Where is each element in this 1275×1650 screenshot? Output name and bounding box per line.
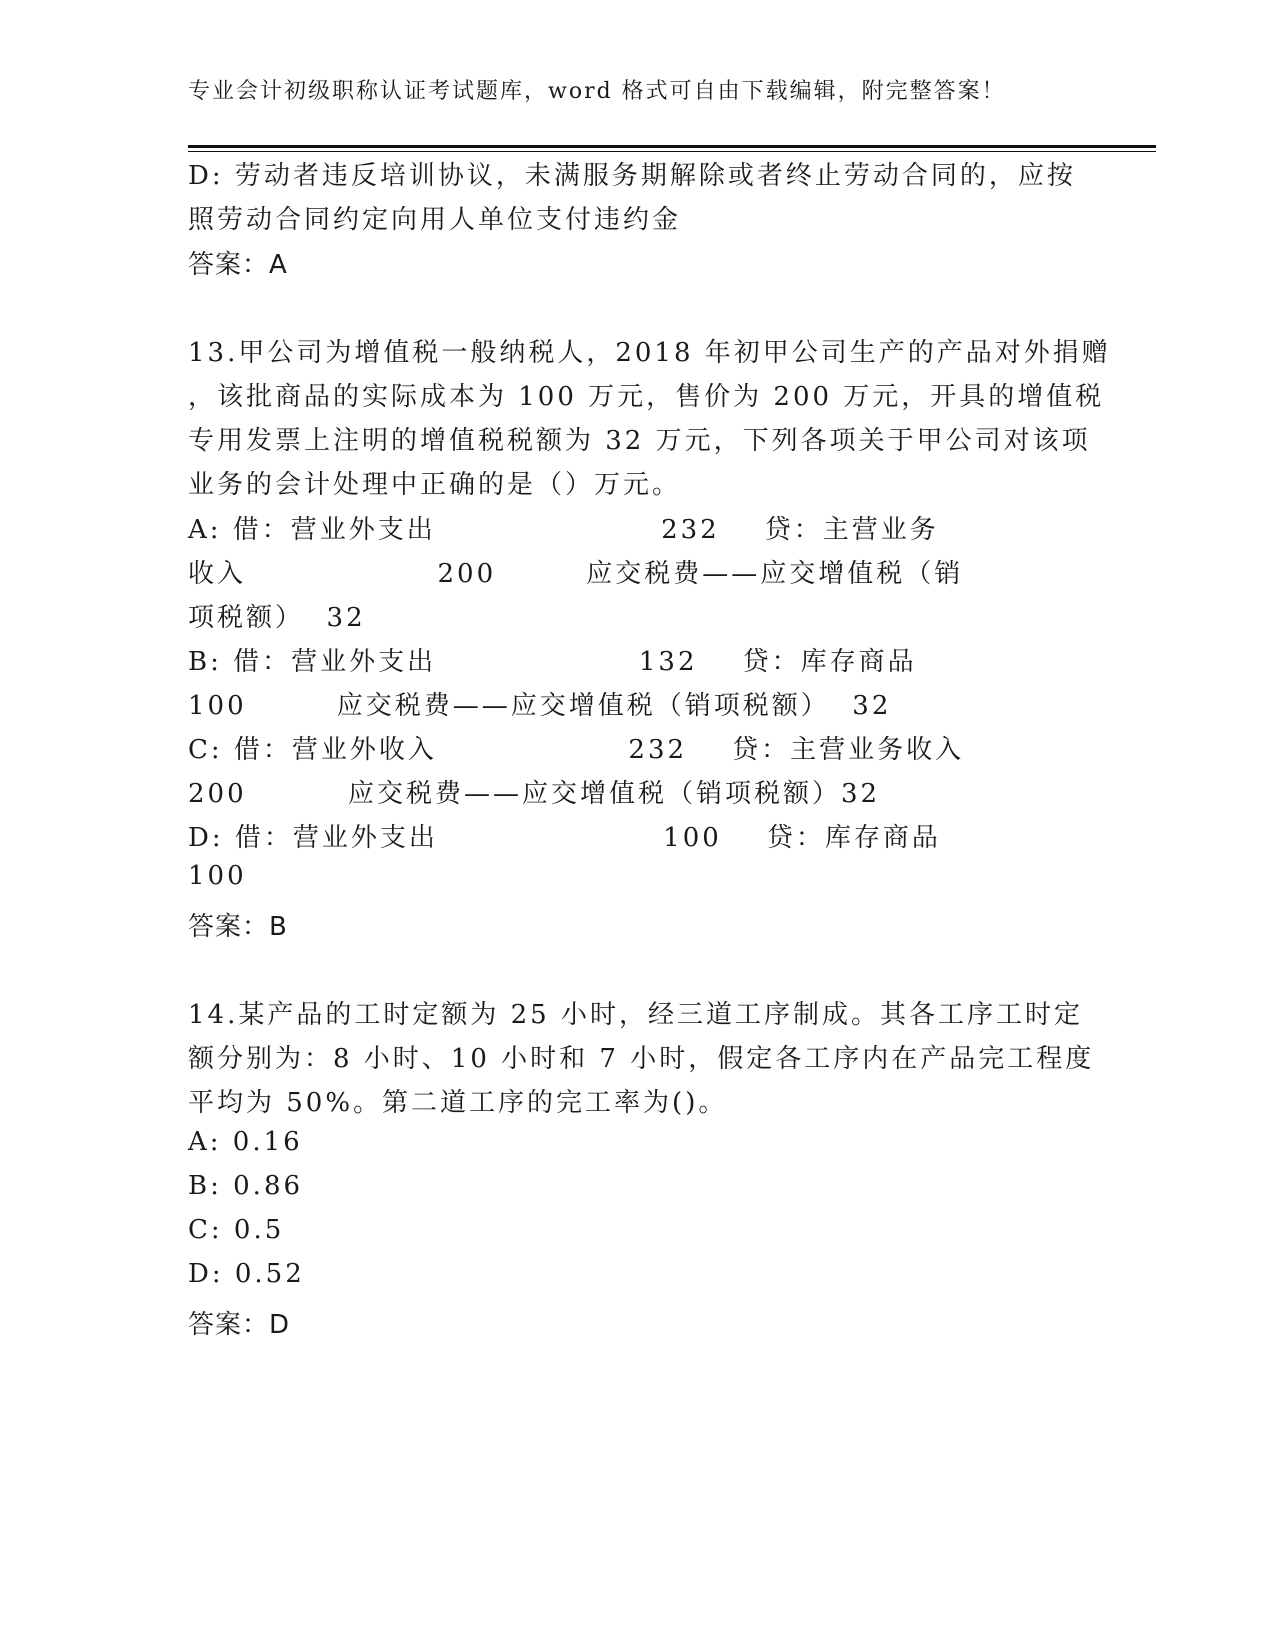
- q14-stem-line2: 额分别为：8 小时、10 小时和 7 小时，假定各工序内在产品完工程度: [188, 1044, 1095, 1074]
- q13-stem-line1: 13.甲公司为增值税一般纳税人，2018 年初甲公司生产的产品对外捐赠: [188, 338, 1111, 368]
- q13-option-d-line1: D: 借：营业外支出 100 贷：库存商品: [188, 823, 941, 853]
- q13-option-a-line2: 收入 200 应交税费——应交增值税（销: [188, 559, 964, 589]
- q13-option-d-line2: 100: [188, 861, 247, 891]
- q14-option-c: C: 0.5: [188, 1215, 285, 1245]
- q12-option-d-line1: D: 劳动者违反培训协议，未满服务期解除或者终止劳动合同的，应按: [188, 161, 1076, 191]
- q13-option-b-line1: B: 借：营业外支出 132 贷：库存商品: [188, 647, 917, 677]
- q14-stem-line3: 平均为 50%。第二道工序的完工率为()。: [188, 1088, 728, 1118]
- q13-option-a-line1: A: 借：营业外支出 232 贷：主营业务: [188, 515, 939, 545]
- q12-answer: 答案：A: [188, 250, 288, 280]
- q13-stem-line3: 专用发票上注明的增值税税额为 32 万元，下列各项关于甲公司对该项: [188, 426, 1091, 456]
- page-header: 专业会计初级职称认证考试题库，word 格式可自由下载编辑，附完整答案！: [188, 79, 1006, 104]
- q14-option-b: B: 0.86: [188, 1171, 304, 1201]
- q13-option-a-line3: 项税额） 32: [188, 603, 366, 633]
- q12-option-d-line2: 照劳动合同约定向用人单位支付违约金: [188, 205, 682, 235]
- q14-option-d: D: 0.52: [188, 1259, 305, 1289]
- q14-stem-line1: 14.某产品的工时定额为 25 小时，经三道工序制成。其各工序工时定: [188, 1000, 1083, 1030]
- header-rule-thin: [188, 151, 1156, 152]
- q13-option-c-line1: C: 借：营业外收入 232 贷：主营业务收入: [188, 735, 965, 765]
- q13-answer: 答案：B: [188, 912, 288, 942]
- header-rule-thick: [188, 145, 1156, 148]
- q13-option-b-line2: 100 应交税费——应交增值税（销项税额） 32: [188, 691, 892, 721]
- q14-answer: 答案：D: [188, 1310, 291, 1340]
- q13-stem-line2: ，该批商品的实际成本为 100 万元，售价为 200 万元，开具的增值税: [188, 382, 1105, 412]
- q14-option-a: A: 0.16: [188, 1127, 303, 1157]
- q13-stem-line4: 业务的会计处理中正确的是（）万元。: [188, 470, 682, 500]
- q13-option-c-line2: 200 应交税费——应交增值税（销项税额）32: [188, 779, 881, 809]
